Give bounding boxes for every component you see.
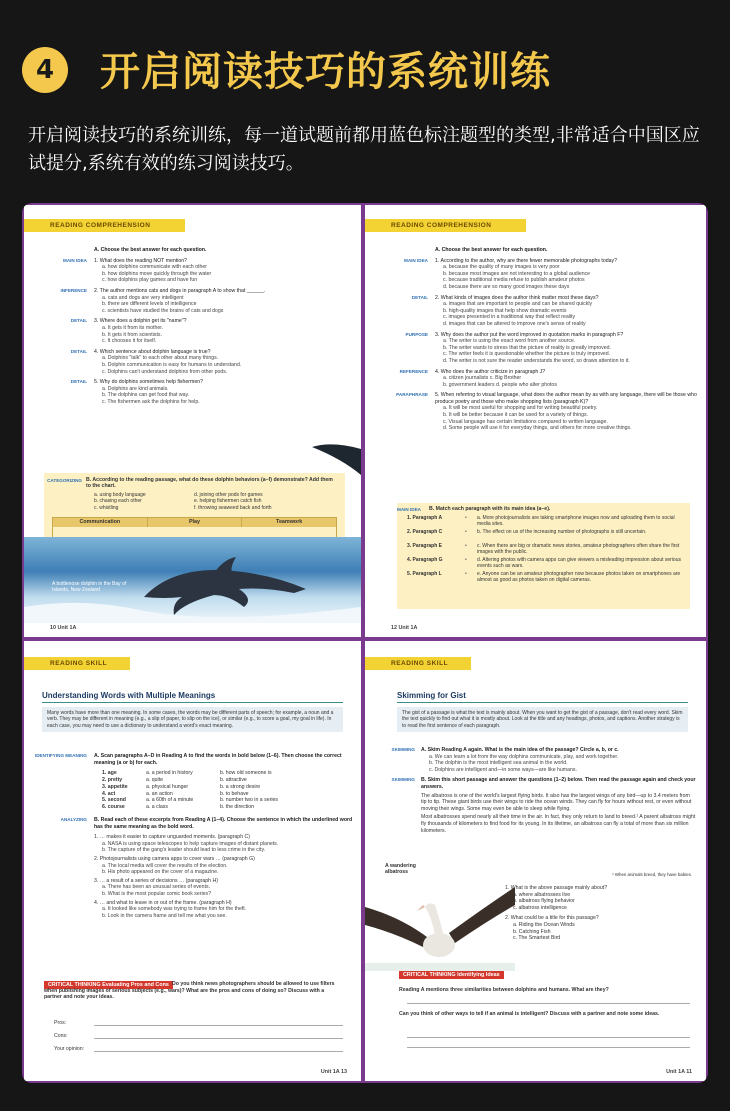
question-list <box>373 258 698 432</box>
answer-option: b. It will be better because it can be used for a variety of things. <box>443 412 589 419</box>
page-footer: Unit 1A 13 <box>320 1069 347 1075</box>
matching-row <box>407 529 684 541</box>
question-type-label: SKIMMING <box>391 777 415 783</box>
dolphin-icon <box>24 537 361 623</box>
book-frame <box>22 203 708 1083</box>
word-row <box>102 791 353 798</box>
question-text: A. Scan paragraphs A–D in Reading A to find the words in bold below (1–6). Then choose the correct meaning (a or b) for each. <box>94 753 342 766</box>
matching-box <box>397 503 690 609</box>
question-item <box>373 332 698 365</box>
word-row <box>102 777 353 784</box>
answer-option: b. The capture of the gang's leader should lead to less crime in the city. <box>102 847 266 854</box>
paragraph-label: 4. Paragraph G <box>407 557 443 563</box>
answer-option: b. high-quality images that help show dramatic events <box>443 307 567 314</box>
answer-option: c. images presented in a traditional way that reflect reality <box>443 314 576 321</box>
matching-rows <box>407 515 684 585</box>
word-row <box>102 770 353 777</box>
main-idea-option: d. Altering photos with camera apps can give viewers a misleading impression about serious events such as wars. <box>477 557 681 569</box>
match-dot: • <box>465 557 467 563</box>
answer-option: c. The writer feels it is questionable whether the picture is truly improved. <box>443 351 611 358</box>
meaning-a: a. a 60th of a minute <box>146 797 194 804</box>
main-idea-option: c. When there are big or dramatic news stories, amateur photographers often share the first images with the public. <box>477 543 680 555</box>
note-rows <box>54 1013 343 1052</box>
behavior-item: e. helping fishermen catch fish <box>194 498 262 505</box>
answer-options <box>505 892 696 912</box>
answer-option: c. It chooses it for itself. <box>102 338 157 345</box>
dolphin-photo <box>24 537 361 623</box>
question-type-label: INFERENCE <box>60 287 87 293</box>
answer-option: a. images that are important to people and can be shared quickly <box>443 301 593 308</box>
answer-option: a. It looked like somebody was trying to frame him for the theft. <box>102 906 247 913</box>
answer-option: c. The fishermen ask the dolphins for help. <box>102 398 200 405</box>
answer-option: d. because there are so many good images these days <box>443 283 570 290</box>
column-teamwork: Teamwork <box>242 518 336 527</box>
question-type-label: DETAIL <box>70 318 87 324</box>
question-item <box>373 258 698 291</box>
book-page-1 <box>24 205 361 637</box>
meaning-b: b. how old someone is <box>220 770 272 777</box>
answer-line <box>94 1020 343 1026</box>
question-text: 3. Why does the author put the word improved in quotation marks in paragraph F? <box>435 331 624 338</box>
answer-option: a. because the quality of many images is very poor <box>443 264 560 271</box>
answer-option: b. there are different levels of intelligence <box>102 301 197 308</box>
answer-option: a. NASA is using space telescopes to help capture images of distant planets. <box>102 840 279 847</box>
page-title: 开启阅读技巧的系统训练 <box>100 49 551 95</box>
question-text: 5. When referring to visual language, what does the author mean by as with any language, there will be those who produce poetry and those who make shopping lists (paragraph K)? <box>435 392 697 405</box>
question-type-label: PARAPHRASE <box>396 392 428 398</box>
word-term: 1. age <box>102 770 117 777</box>
answer-options <box>505 922 696 942</box>
meaning-b: b. attractive <box>220 776 247 783</box>
answer-option: c. Dolphins are intelligent and—in some ways—are like humans. <box>429 766 577 773</box>
note-row <box>54 1013 343 1026</box>
answer-option: d. images that can be altered to improve one's sense of reality <box>443 320 586 327</box>
match-dot: • <box>465 515 467 521</box>
question-type-label: DETAIL <box>70 348 87 354</box>
critical-thinking-text: Do you think news photographers should be allowed to use filters when publishing images of serious subjects (e.g., wars)? What are the pros and cons of doing so? Discuss with a partner and note your ideas. <box>44 981 335 1001</box>
note-label: Your opinion: <box>54 1046 85 1052</box>
question-text: A. Skim Reading A again. What is the main idea of the passage? Circle a, b, or c. <box>421 747 619 753</box>
answer-option: a. citizen journalists c. Big Brother <box>443 375 522 382</box>
section-instruction: A. Choose the best answer for each question. <box>435 247 548 253</box>
note-label: Cons: <box>54 1033 68 1039</box>
answer-option: b. Dolphin communication is easy for humans to understand. <box>102 361 242 368</box>
passage-paragraph: Most albatrosses spend nearly all their time in the air. In fact, they only return to land to breed.¹ A parent albatross might fly thousands of kilometers to find food for its young. In its lifetime, an albatross can fly a total of more than six million kilometers. <box>421 814 696 834</box>
meaning-a: a. an action <box>146 790 173 797</box>
excerpt-text: 4. … and what to leave in or out of the frame. (paragraph H) <box>94 899 232 906</box>
matching-row <box>407 571 684 583</box>
match-dot: • <box>465 543 467 549</box>
page-description: 开启阅读技巧的系统训练，每一道试题前都用蓝色标注题型的类型,非常适合中国区应试提分,系统有效的练习阅读技巧。 <box>28 125 700 174</box>
question-item <box>373 295 698 328</box>
matching-row <box>407 543 684 555</box>
answer-option: d. Some people will use it for everyday things, and others for more creative things. <box>443 425 632 432</box>
book-page-2 <box>365 205 706 637</box>
meaning-b: b. number two in a series <box>220 797 278 804</box>
excerpt-list <box>32 834 353 919</box>
answer-option: c. because traditional media refuse to publish amateur photos <box>443 277 585 284</box>
answer-option: a. Riding the Ocean Winds <box>513 921 575 928</box>
exercise-a <box>32 753 353 919</box>
answer-option: c. how dolphins play games and have fun <box>102 277 198 284</box>
note-row <box>54 1039 343 1052</box>
question-type-label: MAIN IDEA <box>63 257 87 263</box>
answer-option: b. Catching Fish <box>513 928 551 935</box>
page-body <box>32 245 353 409</box>
question-type-label: MAIN IDEA <box>397 507 421 512</box>
paragraph-label: 5. Paragraph L <box>407 571 442 577</box>
question-list <box>32 258 353 406</box>
behaviors-left <box>94 492 146 511</box>
question-type-label: PURPOSE <box>405 331 428 337</box>
page-body <box>373 245 698 436</box>
question-type-label: ANALYZING <box>60 816 87 822</box>
section-tab: READING COMPREHENSION <box>24 219 185 232</box>
answer-option: a. It gets it from its mother. <box>102 324 164 331</box>
word-row <box>102 804 353 811</box>
note-row <box>54 1026 343 1039</box>
dolphin-fin-icon <box>312 441 361 477</box>
meaning-b: b. to behave <box>220 790 249 797</box>
word-row <box>102 784 353 791</box>
page-footer: 12 Unit 1A <box>391 625 418 631</box>
question-text: B. According to the reading passage, what do these dolphin behaviors (a–f) demonstrate? Add them to the chart. <box>86 477 333 490</box>
albatross-icon <box>365 867 515 971</box>
question-type-label: CATEGORIZING <box>47 478 82 483</box>
skill-heading: Skimming for Gist <box>397 691 688 703</box>
word-term: 6. course <box>102 804 125 811</box>
meaning-a: a. a class <box>146 804 168 811</box>
meaning-b: b. the direction <box>220 804 255 811</box>
question-type-label: MAIN IDEA <box>404 257 428 263</box>
answer-option: a. The local media will cover the results of the election. <box>102 862 228 869</box>
match-dot: • <box>465 571 467 577</box>
answer-line <box>407 1047 690 1048</box>
word-row <box>102 797 353 804</box>
question-text: B. Read each of these excerpts from Reading A (1–4). Choose the sentence in which the underlined word has the same meaning as the bold word. <box>94 816 353 830</box>
photo-caption: A wandering albatross <box>385 863 416 876</box>
answer-line <box>94 1033 343 1039</box>
answer-options <box>421 754 696 774</box>
answer-option: c. albatross intelligence <box>513 904 567 911</box>
answer-option: b. The dolphins can get food that way. <box>102 392 190 399</box>
excerpt-text: 3. … a result of a series of decisions … (paragraph H) <box>94 877 218 884</box>
section-tab: READING COMPREHENSION <box>365 219 526 232</box>
critical-thinking-label: CRITICAL THINKING Identifying Ideas <box>399 971 504 979</box>
matching-row <box>407 515 684 527</box>
question-text: 1. What does the reading NOT mention? <box>94 257 188 264</box>
answer-option: a. cats and dogs are very intelligent <box>102 294 184 301</box>
behavior-item: d. joining other pods for games <box>194 492 263 498</box>
passage-paragraph: The albatross is one of the world's largest flying birds. It also has the largest wings of any bird—up to 3.4 meters from tip to tip. These giant birds use their wings to ride the ocean winds. They can fly for hours without rest, or even without moving their wings. Some may even be able to sleep while flying. <box>421 792 692 812</box>
answer-option: c. scientists have studied the brains of cats and dogs <box>102 307 224 314</box>
answer-option: b. because most images are not interesting to a global audience <box>443 270 591 277</box>
question-item <box>32 349 353 375</box>
critical-question-1: Reading A mentions three similarities between dolphins and humans. What are they? <box>399 987 609 993</box>
section-tab: READING SKILL <box>365 657 471 670</box>
answer-option: d. The writer is not sure the reader understands the word, so draws attention to it. <box>443 357 630 364</box>
behavior-item: f. throwing seaweed back and forth <box>194 504 272 511</box>
answer-option: b. The dolphin is the most intelligent sea animal in the world. <box>429 760 568 767</box>
question-type-label: IDENTIFYING MEANING <box>34 753 87 758</box>
word-term: 4. act <box>102 790 116 797</box>
answer-option: c. Dolphins can't understand dolphins from other pods. <box>102 368 228 375</box>
behaviors-right <box>194 492 272 511</box>
matching-row <box>407 557 684 569</box>
main-idea-option: b. The effect on us of the increasing number of photographs is still uncertain. <box>477 529 647 535</box>
question-item <box>373 392 698 432</box>
answer-option: b. albatross flying behavior <box>513 898 575 905</box>
answer-option: b. What is the most popular comic book series? <box>102 890 211 897</box>
word-term: 2. pretty <box>102 776 123 783</box>
answer-line <box>407 1003 690 1004</box>
main-idea-option: a. More photojournalists are taking smartphone images now and uploading them to social media sites. <box>477 515 675 527</box>
answer-option: b. Look in the camera frame and tell me what you see. <box>102 912 227 919</box>
answer-option: c. Visual language has certain limitations compared to written language. <box>443 418 608 425</box>
question-text: 2. The author mentions cats and dogs in paragraph A to show that ______. <box>94 287 266 294</box>
word-term: 5. second <box>102 797 126 804</box>
book-page-3 <box>24 641 361 1081</box>
answer-option: b. how dolphins move quickly through the water <box>102 270 212 277</box>
answer-option: a. Dolphins "talk" to each other about many things. <box>102 355 219 362</box>
footnote: ¹ When animals breed, they have babies. <box>612 872 692 877</box>
answer-option: b. government leaders d. people who alter photos <box>443 381 557 388</box>
question-text: 1. What is the above passage mainly about? <box>505 885 608 891</box>
critical-question-2: Can you think of other ways to tell if an animal is intelligent? Discuss with a partner and note some ideas. <box>399 1011 660 1017</box>
page-footer: 10 Unit 1A <box>50 625 77 631</box>
meaning-a: a. a period in history <box>146 770 193 777</box>
paragraph-label: 1. Paragraph A <box>407 515 443 521</box>
skill-heading: Understanding Words with Multiple Meanings <box>42 691 343 703</box>
excerpt-text: 2. Photojournalists using camera apps to cover wars … (paragraph G) <box>94 855 255 862</box>
question-text: 2. What kinds of images does the author think matter most these days? <box>435 294 599 301</box>
book-page-4 <box>365 641 706 1081</box>
answer-option: a. Dolphins are kind animals. <box>102 385 169 392</box>
question-text: 4. Which sentence about dolphin language is true? <box>94 348 211 355</box>
answer-option: b. The writer wants to stress that the picture of reality is greatly improved. <box>443 344 611 351</box>
question-item <box>373 369 698 389</box>
skill-intro: The gist of a passage is what the text is mainly about. When you want to get the gist of a passage, don't read every word. Skim the text quickly to find out what it is mostly about. Look at the title and any headings, photos, and captions. Another strategy is to read the first sentence of each paragraph. <box>397 707 688 732</box>
question-text: 4. Who does the author criticize in paragraph J? <box>435 368 546 375</box>
column-communication: Communication <box>53 518 148 527</box>
question-type-label: DETAIL <box>70 379 87 385</box>
behavior-item: b. chasing each other <box>94 498 142 505</box>
step-badge: 4 <box>22 47 68 93</box>
answer-option: a. It will be most useful for shopping and for writing beautiful poetry. <box>443 405 598 412</box>
answer-option: a. how dolphins communicate with each other <box>102 264 207 271</box>
paragraph-label: 2. Paragraph C <box>407 529 443 535</box>
meaning-b: b. a strong desire <box>220 783 261 790</box>
question-item <box>32 318 353 344</box>
answer-option: a. The writer is using the exact word from another source. <box>443 338 576 345</box>
answer-option: a. where albatrosses live <box>513 891 571 898</box>
meaning-a: a. physical hunger <box>146 783 189 790</box>
photo-caption: A bottlenose dolphin in the Bay of Islands, New Zealand <box>52 581 127 593</box>
note-label: Pros: <box>54 1020 67 1026</box>
answer-option: a. There has been an unusual series of events. <box>102 884 211 891</box>
skill-intro: Many words have more than one meaning. In some cases, the words may be different parts of speech; for example, a noun and a verb. They may be different in meaning (e.g., a slip of paper, to slip on the ice), or similar (e.g., to score a goal, my goal in life). In each case, you may need to use a dictionary to understand a word's exact meaning. <box>42 707 343 732</box>
question-text: 3. Where does a dolphin get its "name"? <box>94 318 187 325</box>
meaning-a: a. quite <box>146 776 164 783</box>
question-text: 1. According to the author, why are there fewer memorable photographs today? <box>435 257 617 264</box>
excerpt-text: 1. … makes it easier to capture unguarded moments. (paragraph C) <box>94 834 250 841</box>
question-item <box>32 288 353 314</box>
word-term: 3. appetite <box>102 783 128 790</box>
question-text: 2. What could be a title for this passage? <box>505 915 599 922</box>
behavior-item: c. whistling <box>94 504 119 511</box>
gist-questions <box>505 885 696 942</box>
behavior-item: a. using body language <box>94 492 146 498</box>
column-play: Play <box>148 518 243 527</box>
section-tab: READING SKILL <box>24 657 130 670</box>
answer-option: a. We can learn a lot from the way dolphins communicate, play, and work together. <box>429 753 619 760</box>
section-instruction: A. Choose the best answer for each question. <box>94 247 207 253</box>
question-item <box>32 379 353 405</box>
question-type-label: REFERENCE <box>399 368 428 374</box>
critical-thinking-label: CRITICAL THINKING Evaluating Pros and Cons <box>44 981 173 989</box>
question-type-label: DETAIL <box>411 294 428 300</box>
question-text: B. Match each paragraph with its main idea (a–e). <box>429 506 551 512</box>
main-idea-option: e. Anyone can be an amateur photographer now because photos taken on smartphones are almost as good as photos taken on digital cameras. <box>477 571 681 583</box>
answer-option: c. The Smartest Bird <box>513 935 561 942</box>
word-list <box>32 770 353 811</box>
answer-line <box>407 1037 690 1038</box>
answer-line <box>94 1046 343 1052</box>
page-footer: Unit 1A 11 <box>666 1069 692 1075</box>
question-type-label: SKIMMING <box>391 747 415 752</box>
exercise-a <box>369 747 696 838</box>
question-text: B. Skim this short passage and answer the questions (1–2) below. Then read the passage again and check your answers. <box>421 777 696 790</box>
match-dot: • <box>465 529 467 535</box>
paragraph-label: 3. Paragraph E <box>407 543 443 549</box>
answer-option: b. His photo appeared on the cover of a magazine. <box>102 869 219 876</box>
question-item <box>32 258 353 284</box>
answer-option: b. It gets it from scientists. <box>102 331 162 338</box>
question-text: 5. Why do dolphins sometimes help fishermen? <box>94 379 203 386</box>
